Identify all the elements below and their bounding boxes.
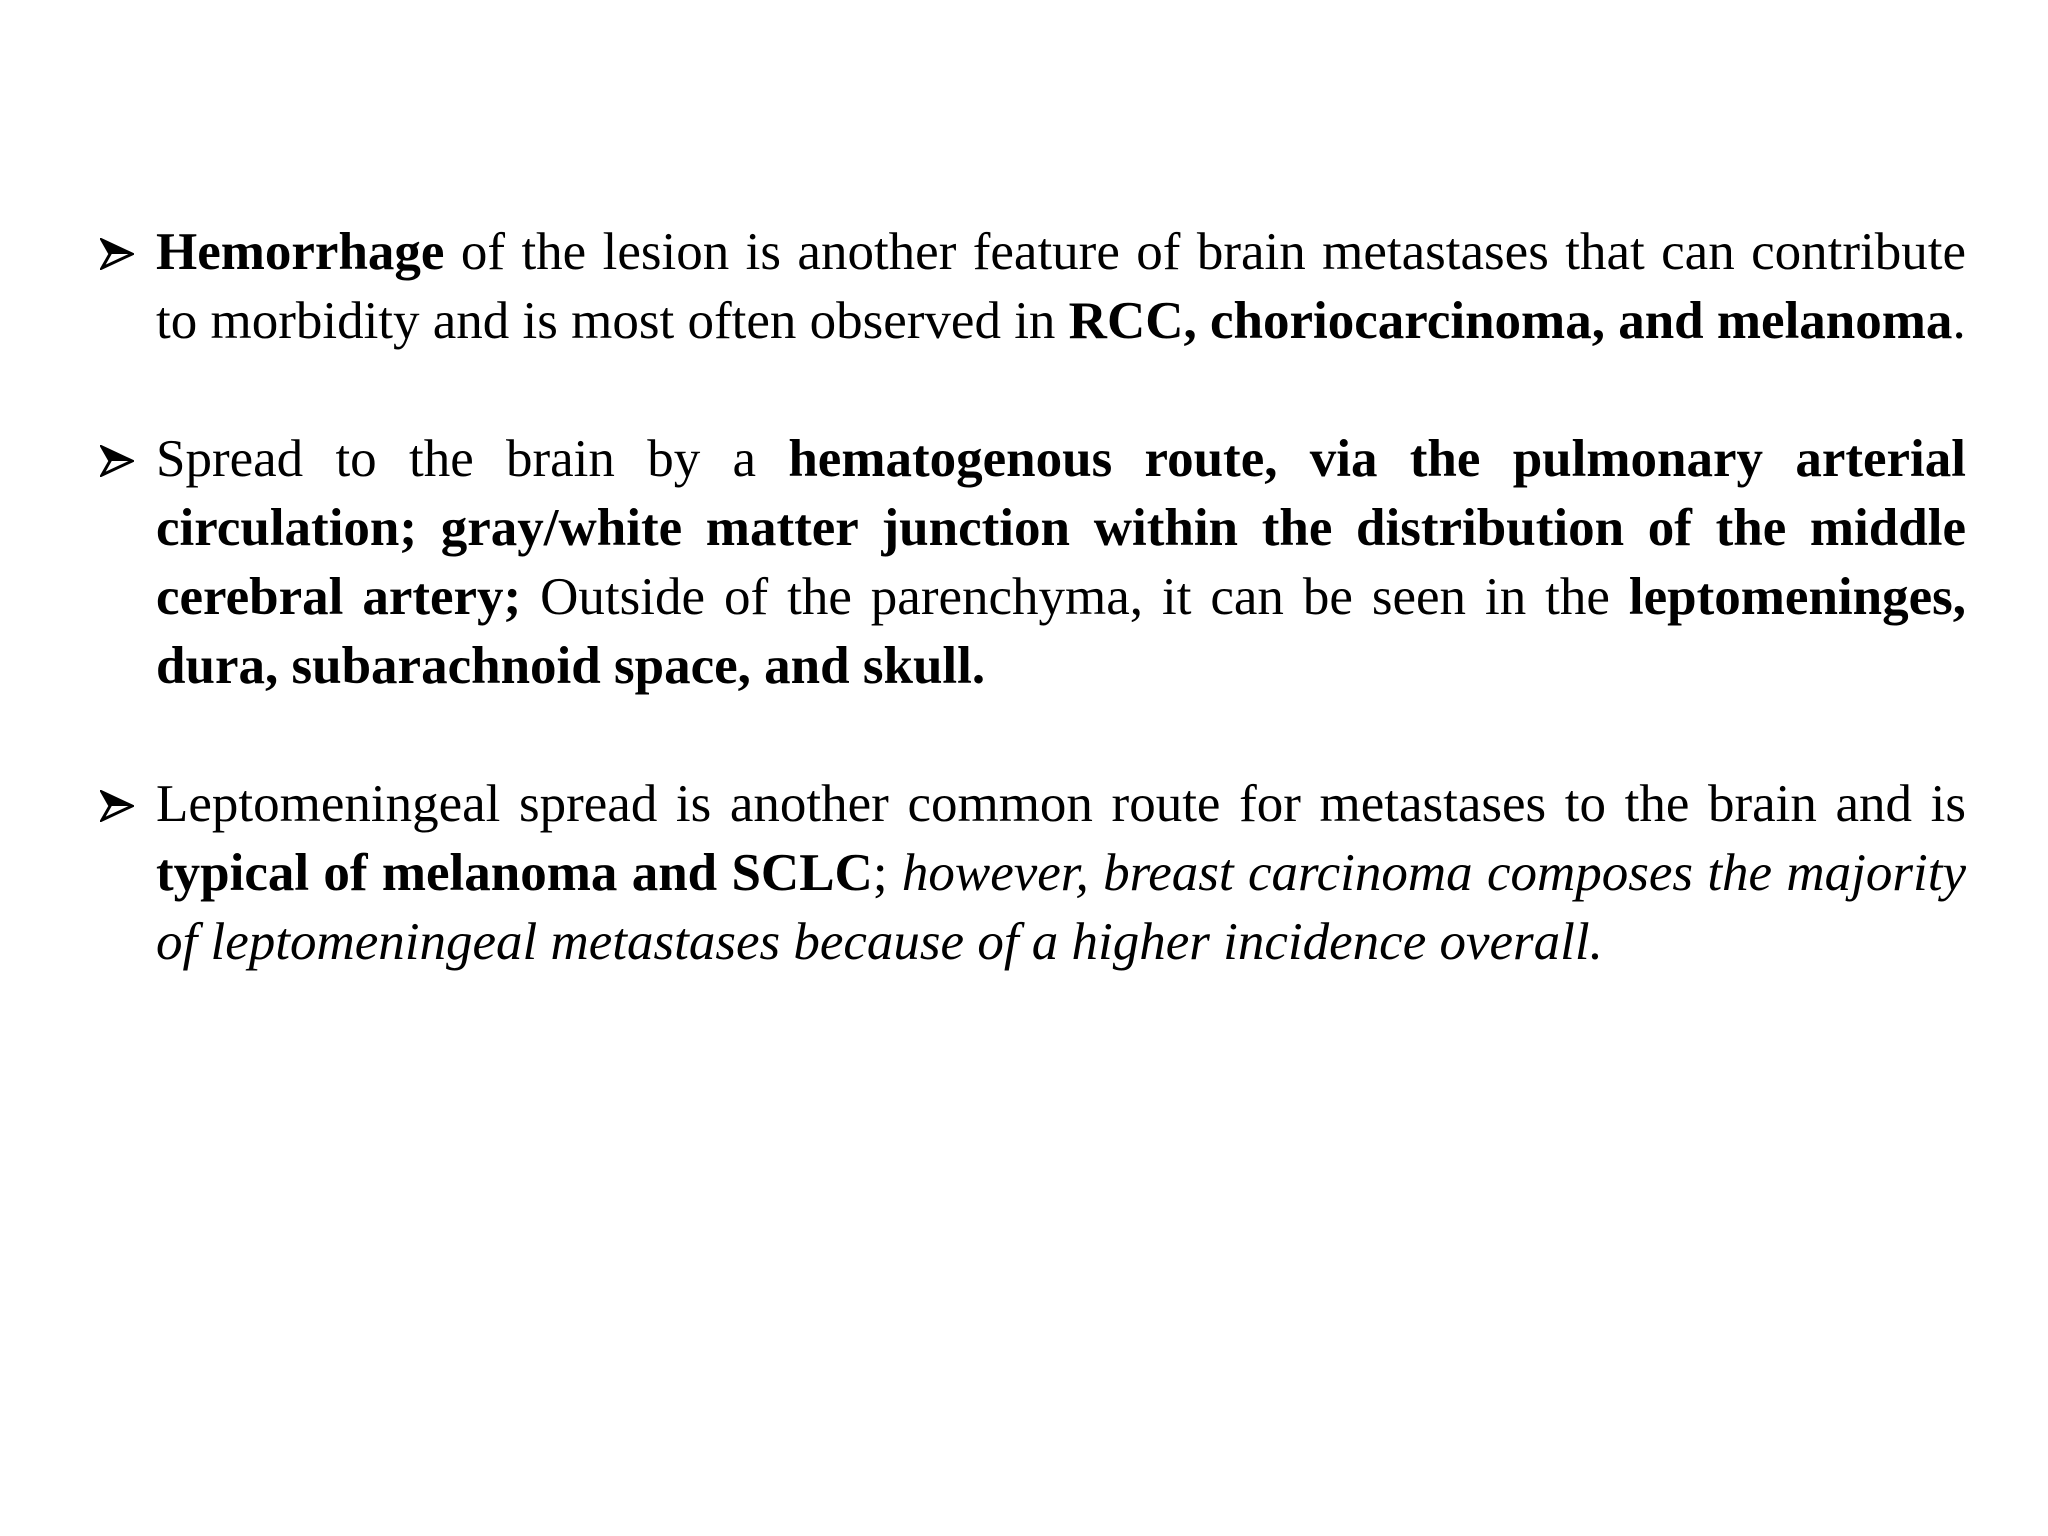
bullet-text-segment: RCC, choriocarcinoma, and melanoma — [1068, 292, 1953, 350]
bullet-item-spread — [96, 425, 1966, 701]
bullet-text-segment: typical of melanoma and SCLC — [156, 844, 873, 902]
bullet-text-segment: of the lesion is another feature of brain metastases that can contribute to morbidity and is most often observed in — [156, 223, 1966, 350]
bullet-text-segment: Outside of the parenchyma, it can be seen in the — [521, 568, 1629, 626]
bullet-text-segment: Spread to the brain by a — [156, 430, 789, 488]
bullet-text-segment: Leptomeningeal spread is another common route for metastases to the brain and is — [156, 775, 1966, 833]
arrowhead-bullet-icon — [96, 770, 156, 839]
arrowhead-bullet-icon — [96, 425, 156, 494]
bullet-list — [96, 218, 1966, 1046]
bullet-text-segment: ; — [872, 844, 902, 902]
bullet-item-leptomeningeal — [96, 770, 1966, 977]
bullet-text-segment: . — [1589, 913, 1603, 971]
bullet-text-segment: however, breast carcinoma composes the majority of leptomeningeal metastases because of a higher incidence overall — [156, 844, 1966, 971]
bullet-text-segment: hematogenous route, via the pulmonary arterial circulation; gray/white matter junction within the distribution of the middle cerebral artery; — [156, 430, 1966, 626]
arrowhead-bullet-icon — [96, 218, 156, 287]
bullet-text-segment: . — [1952, 292, 1966, 350]
bullet-text-segment: Hemorrhage — [156, 223, 445, 281]
bullet-item-hemorrhage — [96, 218, 1966, 356]
bullet-text-segment: leptomeninges, dura, subarachnoid space, and skull. — [156, 568, 1967, 695]
